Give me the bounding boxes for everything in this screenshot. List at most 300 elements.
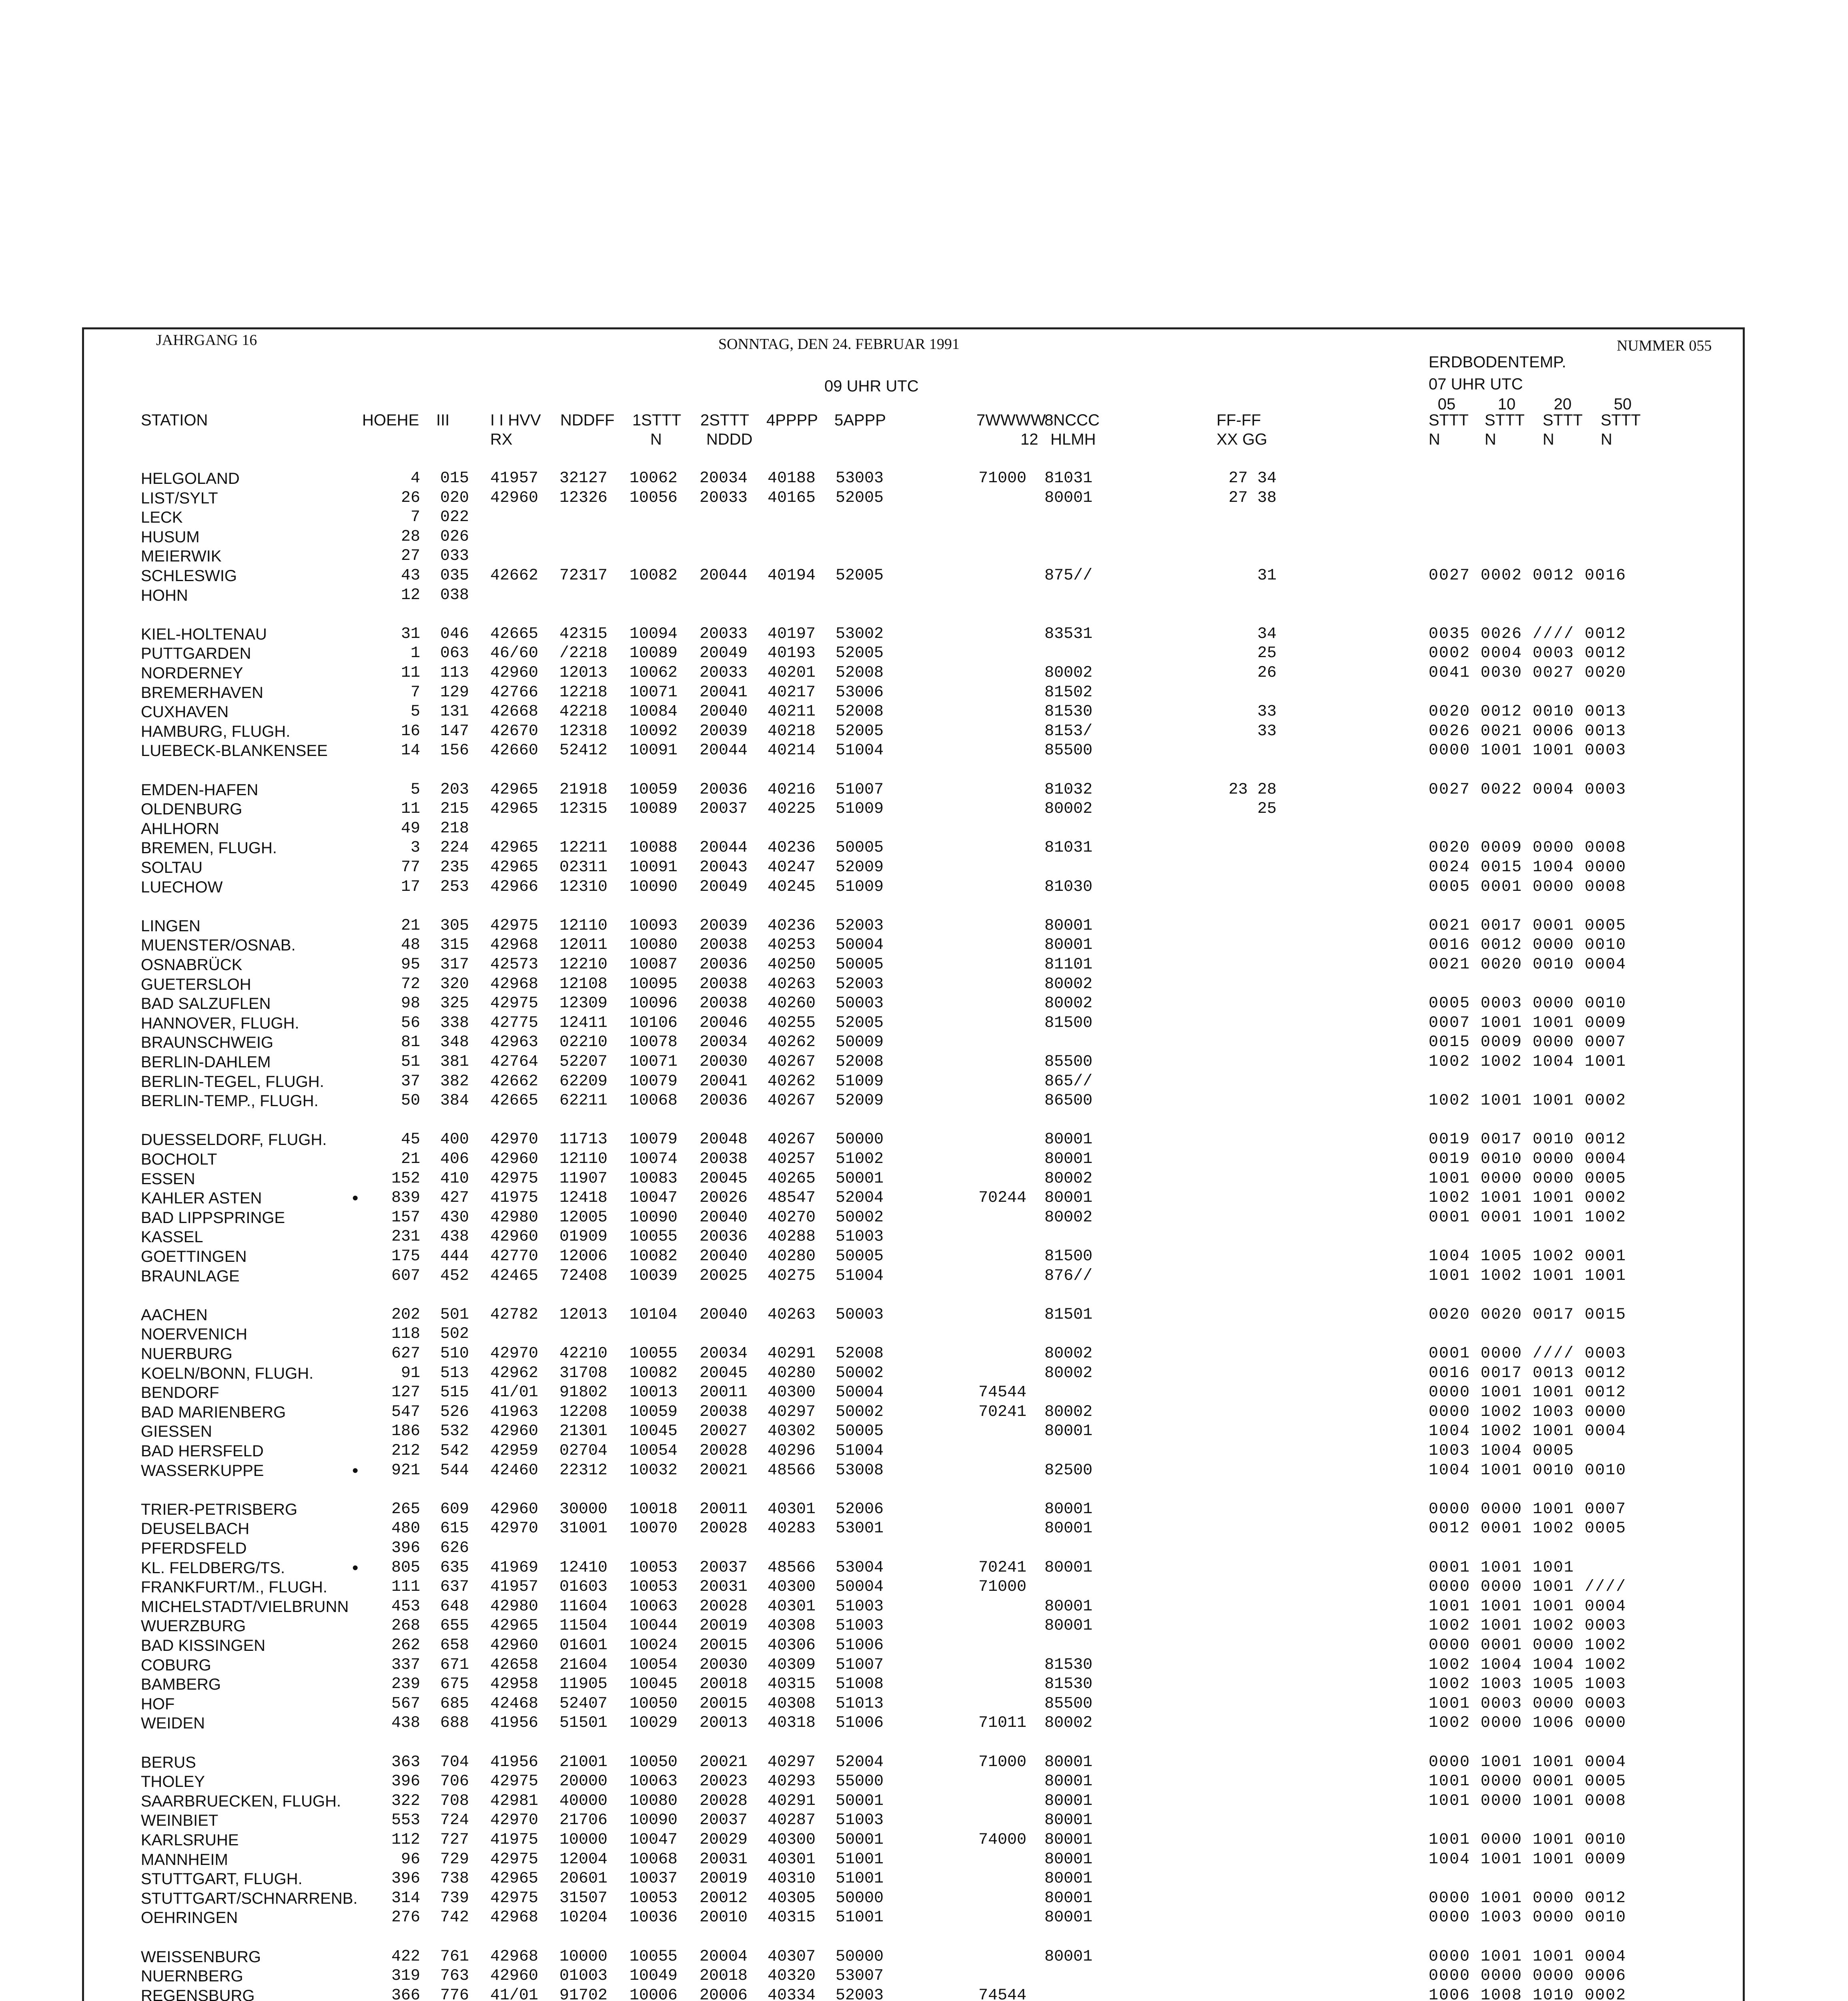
table-row <box>0 1947 1848 1967</box>
soil-temps: 1001 1002 1001 1001 <box>1429 1267 1627 1285</box>
soil-temps: 0020 0012 0010 0013 <box>1429 703 1627 721</box>
table-row <box>0 1033 1848 1052</box>
cloud-group: 81530 <box>1044 1656 1093 1674</box>
station-height: 607 <box>391 1267 420 1285</box>
station-height: 202 <box>391 1306 420 1324</box>
synop-group: 42965 <box>490 839 539 857</box>
soil-temps: 0021 0020 0010 0004 <box>1429 956 1627 974</box>
station-name: BERLIN-TEGEL, FLUGH. <box>141 1073 324 1091</box>
station-height: 49 <box>401 820 420 838</box>
synop-group: 20038 <box>700 1150 748 1168</box>
table-row <box>0 1442 1848 1461</box>
synop-group: 10054 <box>629 1442 678 1460</box>
synop-group: 41956 <box>490 1714 539 1732</box>
synop-group: 10063 <box>629 1598 678 1616</box>
table-row <box>0 644 1848 663</box>
weather-group: 70244 <box>978 1189 1027 1207</box>
synop-group: 42975 <box>490 1772 539 1790</box>
soil-temps: 0020 0009 0000 0008 <box>1429 839 1627 857</box>
station-name: DUESSELDORF, FLUGH. <box>141 1131 327 1149</box>
station-height: 921 <box>391 1462 420 1480</box>
synop-group: 10089 <box>629 644 678 662</box>
col-2sttt: 2STTT <box>700 411 750 429</box>
station-name: HOHN <box>141 587 188 604</box>
soil-temps: 0000 0000 1001 0007 <box>1429 1500 1627 1518</box>
cloud-group: 80001 <box>1044 1870 1093 1888</box>
table-row <box>0 1908 1848 1927</box>
synop-group: 51001 <box>836 1909 884 1927</box>
synop-group: 51001 <box>836 1851 884 1869</box>
synop-group: 41957 <box>490 469 539 487</box>
synop-group: 40201 <box>768 664 816 682</box>
synop-group: 10018 <box>629 1500 678 1518</box>
cloud-group: 80002 <box>1044 1345 1093 1363</box>
synop-group: 42965 <box>490 1870 539 1888</box>
synop-group: 50005 <box>836 839 884 857</box>
synop-group: 20036 <box>700 781 748 799</box>
synop-group: 20011 <box>700 1500 748 1518</box>
soil-temps: 0027 0002 0012 0016 <box>1429 567 1627 585</box>
station-name: SCHLESWIG <box>141 567 237 585</box>
station-name: ESSEN <box>141 1170 195 1188</box>
soil-depth-50: 50 <box>1613 395 1632 413</box>
station-name: GIESSEN <box>141 1423 212 1440</box>
synop-group: 20039 <box>700 722 748 740</box>
synop-group: 42658 <box>490 1656 539 1674</box>
table-row <box>0 1889 1848 1908</box>
synop-group: 51007 <box>836 781 884 799</box>
synop-group: 52003 <box>836 975 884 993</box>
synop-group: 42764 <box>490 1053 539 1071</box>
station-height: 319 <box>391 1967 420 1985</box>
col-7wwww: 7WWWW <box>976 411 1046 429</box>
station-name: HAMBURG, FLUGH. <box>141 723 291 740</box>
station-height: 422 <box>391 1948 420 1966</box>
cloud-group: 81500 <box>1044 1247 1093 1265</box>
synop-group: 50000 <box>836 1948 884 1966</box>
soil-temps: 0016 0012 0000 0010 <box>1429 936 1627 954</box>
synop-group: 20044 <box>700 839 748 857</box>
station-height: 111 <box>391 1578 420 1596</box>
table-row <box>0 1403 1848 1422</box>
station-index: 675 <box>440 1675 469 1693</box>
table-row <box>0 1053 1848 1072</box>
synop-group: 20031 <box>700 1578 748 1596</box>
synop-group: 10062 <box>629 664 678 682</box>
synop-group: 42960 <box>490 1422 539 1440</box>
station-height: 4 <box>410 469 420 487</box>
station-height: 118 <box>391 1325 420 1343</box>
synop-group: 40301 <box>768 1500 816 1518</box>
cloud-group: 80001 <box>1044 1909 1093 1927</box>
table-row <box>0 1305 1848 1325</box>
synop-group: 50001 <box>836 1792 884 1810</box>
station-index: 626 <box>440 1539 469 1557</box>
synop-group: 50004 <box>836 1383 884 1402</box>
table-row <box>0 1558 1848 1578</box>
station-name: NOERVENICH <box>141 1325 247 1343</box>
synop-group: 40260 <box>768 994 816 1013</box>
synop-group: 42670 <box>490 722 539 740</box>
station-height: 27 <box>401 547 420 565</box>
soil-temps: 0000 1003 0000 0010 <box>1429 1909 1627 1927</box>
synop-group: 12005 <box>559 1209 608 1227</box>
table-row <box>0 1772 1848 1791</box>
synop-group: 41969 <box>490 1559 539 1577</box>
synop-group: 40306 <box>768 1636 816 1654</box>
station-name: TRIER-PETRISBERG <box>141 1501 298 1518</box>
station-index: 501 <box>440 1306 469 1324</box>
station-height: 31 <box>401 625 420 643</box>
synop-group: 10063 <box>629 1772 678 1790</box>
synop-group: 41/01 <box>490 1987 539 2001</box>
synop-group: 12004 <box>559 1851 608 1869</box>
station-name: AHLHORN <box>141 820 219 838</box>
synop-group: 20046 <box>700 1014 748 1032</box>
synop-group: 20028 <box>700 1520 748 1538</box>
station-height: 51 <box>401 1053 420 1071</box>
soil-temps: 1001 0000 1001 0010 <box>1429 1831 1627 1849</box>
synop-group: 40288 <box>768 1228 816 1246</box>
synop-group: 02704 <box>559 1442 608 1460</box>
synop-group: 52006 <box>836 1500 884 1518</box>
synop-group: 51013 <box>836 1695 884 1713</box>
synop-group: 10037 <box>629 1870 678 1888</box>
table-row <box>0 1831 1848 1850</box>
synop-group: 10094 <box>629 625 678 643</box>
station-height: 48 <box>401 936 420 954</box>
synop-group: 20041 <box>700 684 748 702</box>
station-name: GOETTINGEN <box>141 1248 247 1265</box>
col-iii: III <box>436 411 450 429</box>
synop-group: 40197 <box>768 625 816 643</box>
synop-group: 40300 <box>768 1578 816 1596</box>
synop-group: 42668 <box>490 703 539 721</box>
synop-group: 40291 <box>768 1345 816 1363</box>
synop-group: 51003 <box>836 1617 884 1635</box>
synop-group: 42965 <box>490 1617 539 1635</box>
weather-group: 71011 <box>978 1714 1027 1732</box>
mountain-station-marker: • <box>352 1558 359 1578</box>
synop-group: 20041 <box>700 1073 748 1091</box>
col-1sttt: 1STTT <box>632 411 681 429</box>
synop-group: 42662 <box>490 1073 539 1091</box>
synop-group: 20045 <box>700 1364 748 1382</box>
cloud-group: 80001 <box>1044 1598 1093 1616</box>
synop-group: 20044 <box>700 742 748 760</box>
synop-group: 10053 <box>629 1559 678 1577</box>
synop-group: 42970 <box>490 1811 539 1829</box>
cloud-group: 80001 <box>1044 1617 1093 1635</box>
station-height: 262 <box>391 1636 420 1654</box>
synop-group: 40214 <box>768 742 816 760</box>
synop-group: 40280 <box>768 1364 816 1382</box>
station-height: 72 <box>401 975 420 993</box>
synop-group: 40307 <box>768 1948 816 1966</box>
synop-group: 53004 <box>836 1559 884 1577</box>
soil-temps: 0021 0017 0001 0005 <box>1429 917 1627 935</box>
station-height: 12 <box>401 586 420 604</box>
synop-group: 10079 <box>629 1131 678 1149</box>
cloud-group: 80001 <box>1044 1131 1093 1149</box>
synop-group: 42460 <box>490 1462 539 1480</box>
synop-group: 41957 <box>490 1578 539 1596</box>
station-index: 542 <box>440 1442 469 1460</box>
station-height: 1 <box>410 644 420 662</box>
synop-group: 22312 <box>559 1462 608 1480</box>
synop-group: 51003 <box>836 1811 884 1829</box>
synop-group: /2218 <box>559 644 608 662</box>
synop-group: 52407 <box>559 1695 608 1713</box>
station-height: 231 <box>391 1228 420 1246</box>
station-height: 96 <box>401 1851 420 1869</box>
synop-group: 50002 <box>836 1403 884 1421</box>
table-row <box>0 1850 1848 1869</box>
station-name: BERLIN-DAHLEM <box>141 1053 271 1071</box>
station-index: 156 <box>440 742 469 760</box>
mountain-station-marker: • <box>352 1461 359 1480</box>
synop-group: 53002 <box>836 625 884 643</box>
table-row <box>0 1967 1848 1986</box>
station-index: 038 <box>440 586 469 604</box>
soil-temps: 0019 0010 0000 0004 <box>1429 1150 1627 1168</box>
synop-group: 10045 <box>629 1675 678 1693</box>
soil-temps: 0020 0020 0017 0015 <box>1429 1306 1627 1324</box>
wind-gust: 34 <box>1257 625 1277 643</box>
synop-group: 20021 <box>700 1462 748 1480</box>
station-index: 637 <box>440 1578 469 1596</box>
station-index: 218 <box>440 820 469 838</box>
station-index: 305 <box>440 917 469 935</box>
weather-group: 74544 <box>978 1383 1027 1402</box>
synop-group: 40267 <box>768 1092 816 1110</box>
cloud-group: 80002 <box>1044 800 1093 818</box>
soil-temps: 1002 1003 1005 1003 <box>1429 1675 1627 1693</box>
wind-gust: 33 <box>1257 703 1277 721</box>
table-row <box>0 1014 1848 1033</box>
station-index: 776 <box>440 1987 469 2001</box>
synop-group: 20006 <box>700 1987 748 2001</box>
station-name: BAD HERSFELD <box>141 1442 264 1460</box>
col-8nccc: 8NCCC <box>1044 411 1100 429</box>
synop-group: 53006 <box>836 684 884 702</box>
synop-group: 42573 <box>490 956 539 974</box>
soil-depth-10: 10 <box>1497 395 1516 413</box>
synop-group: 10006 <box>629 1987 678 2001</box>
synop-group: 10091 <box>629 858 678 876</box>
synop-group: 40225 <box>768 800 816 818</box>
synop-group: 48566 <box>768 1559 816 1577</box>
soil-temps: 0012 0001 1002 0005 <box>1429 1520 1627 1538</box>
col-soil-05: STTT <box>1429 411 1469 429</box>
synop-group: 40267 <box>768 1131 816 1149</box>
synop-group: 51004 <box>836 1442 884 1460</box>
synop-group: 10029 <box>629 1714 678 1732</box>
cloud-group: 82500 <box>1044 1462 1093 1480</box>
synop-group: 40275 <box>768 1267 816 1285</box>
synop-group: 10000 <box>559 1831 608 1849</box>
synop-group: 10013 <box>629 1383 678 1402</box>
weather-group: 70241 <box>978 1403 1027 1421</box>
synop-group: 40257 <box>768 1150 816 1168</box>
station-name: KAHLER ASTEN <box>141 1189 262 1207</box>
synop-group: 10090 <box>629 1209 678 1227</box>
synop-group: 40270 <box>768 1209 816 1227</box>
cloud-group: 875// <box>1044 567 1093 585</box>
soil-temps: 0000 0000 0000 0006 <box>1429 1967 1627 1985</box>
col-soil-05-sub: N <box>1429 431 1440 448</box>
synop-group: 52207 <box>559 1053 608 1071</box>
table-row <box>0 1597 1848 1616</box>
table-row <box>0 1539 1848 1558</box>
synop-group: 42218 <box>559 703 608 721</box>
synop-group: 10044 <box>629 1617 678 1635</box>
synop-group: 50009 <box>836 1033 884 1051</box>
cloud-group: 80002 <box>1044 994 1093 1013</box>
cloud-group: 80002 <box>1044 1714 1093 1732</box>
station-height: 627 <box>391 1345 420 1363</box>
station-name: COBURG <box>141 1656 211 1674</box>
synop-group: 41963 <box>490 1403 539 1421</box>
station-name: BENDORF <box>141 1384 219 1402</box>
synop-group: 51003 <box>836 1598 884 1616</box>
station-height: 56 <box>401 1014 420 1032</box>
weather-group: 71000 <box>978 469 1027 487</box>
synop-group: 10080 <box>629 1792 678 1810</box>
synop-group: 40194 <box>768 567 816 585</box>
station-index: 430 <box>440 1209 469 1227</box>
cloud-group: 80002 <box>1044 1209 1093 1227</box>
station-name: SOLTAU <box>141 859 203 876</box>
synop-group: 62211 <box>559 1092 608 1110</box>
synop-group: 10089 <box>629 800 678 818</box>
synop-group: 10053 <box>629 1889 678 1907</box>
soil-temps: 0000 1001 0000 0012 <box>1429 1889 1627 1907</box>
synop-group: 91702 <box>559 1987 608 2001</box>
station-index: 320 <box>440 975 469 993</box>
synop-group: 40255 <box>768 1014 816 1032</box>
table-row <box>0 586 1848 605</box>
station-index: 510 <box>440 1345 469 1363</box>
synop-group: 20030 <box>700 1053 748 1071</box>
table-row <box>0 1519 1848 1538</box>
station-height: 396 <box>391 1772 420 1790</box>
synop-group: 42962 <box>490 1364 539 1382</box>
table-row <box>0 1500 1848 1519</box>
table-row <box>0 1247 1848 1266</box>
synop-group: 50002 <box>836 1209 884 1227</box>
cloud-group: 81500 <box>1044 1014 1093 1032</box>
synop-group: 50004 <box>836 1578 884 1596</box>
synop-group: 42960 <box>490 1150 539 1168</box>
station-height: 438 <box>391 1714 420 1732</box>
synop-group: 40265 <box>768 1170 816 1188</box>
station-index: 427 <box>440 1189 469 1207</box>
synop-group: 20040 <box>700 1247 748 1265</box>
synop-group: 52005 <box>836 1014 884 1032</box>
station-height: 127 <box>391 1383 420 1402</box>
synop-group: 41/01 <box>490 1383 539 1402</box>
station-index: 348 <box>440 1033 469 1051</box>
synop-group: 53007 <box>836 1967 884 1985</box>
synop-group: 40165 <box>768 489 816 507</box>
table-row <box>0 625 1848 644</box>
table-row <box>0 936 1848 955</box>
synop-group: 10070 <box>629 1520 678 1538</box>
synop-group: 42975 <box>490 1889 539 1907</box>
cloud-group: 80001 <box>1044 917 1093 935</box>
synop-group: 20033 <box>700 625 748 643</box>
station-index: 615 <box>440 1520 469 1538</box>
synop-group: 20027 <box>700 1422 748 1440</box>
soil-temps: 0000 0001 0000 1002 <box>1429 1636 1627 1654</box>
synop-group: 11713 <box>559 1131 608 1149</box>
synop-group: 50003 <box>836 994 884 1013</box>
volume-label: JAHRGANG 16 <box>156 332 257 349</box>
station-index: 438 <box>440 1228 469 1246</box>
synop-group: 20043 <box>700 858 748 876</box>
station-name: LECK <box>141 509 183 526</box>
synop-group: 50005 <box>836 1247 884 1265</box>
synop-group: 20037 <box>700 800 748 818</box>
station-height: 553 <box>391 1811 420 1829</box>
col-soil-10-sub: N <box>1485 431 1496 448</box>
station-height: 21 <box>401 1150 420 1168</box>
soil-temps: 0041 0030 0027 0020 <box>1429 664 1627 682</box>
table-row <box>0 469 1848 488</box>
synop-group: 10053 <box>629 1578 678 1596</box>
synop-group: 30000 <box>559 1500 608 1518</box>
synop-group: 42963 <box>490 1033 539 1051</box>
cloud-group: 81031 <box>1044 469 1093 487</box>
synop-group: 40315 <box>768 1909 816 1927</box>
synop-group: 20029 <box>700 1831 748 1849</box>
table-row <box>0 780 1848 800</box>
station-index: 742 <box>440 1909 469 1927</box>
soil-temps: 1001 0000 0000 0005 <box>1429 1170 1627 1188</box>
synop-group: 20038 <box>700 1403 748 1421</box>
table-row <box>0 1150 1848 1169</box>
synop-group: 72408 <box>559 1267 608 1285</box>
synop-group: 42970 <box>490 1345 539 1363</box>
station-height: 265 <box>391 1500 420 1518</box>
station-height: 17 <box>401 878 420 896</box>
station-index: 513 <box>440 1364 469 1382</box>
synop-group: 40318 <box>768 1714 816 1732</box>
station-height: 175 <box>391 1247 420 1265</box>
station-name: BERLIN-TEMP., FLUGH. <box>141 1092 319 1110</box>
synop-group: 42965 <box>490 781 539 799</box>
cloud-group: 80001 <box>1044 1948 1093 1966</box>
soil-temps: 0001 1001 1001 <box>1429 1559 1575 1577</box>
cloud-group: 80002 <box>1044 975 1093 993</box>
synop-group: 20049 <box>700 878 748 896</box>
synop-group: 01909 <box>559 1228 608 1246</box>
table-row <box>0 1461 1848 1480</box>
synop-group: 51009 <box>836 1073 884 1091</box>
station-height: 16 <box>401 722 420 740</box>
station-name: KASSEL <box>141 1228 203 1246</box>
synop-group: 12108 <box>559 975 608 993</box>
station-index: 635 <box>440 1559 469 1577</box>
station-height: 366 <box>391 1987 420 2001</box>
cloud-group: 80002 <box>1044 1170 1093 1188</box>
synop-group: 20000 <box>559 1772 608 1790</box>
synop-group: 40297 <box>768 1753 816 1771</box>
soil-temps: 0024 0015 1004 0000 <box>1429 858 1627 876</box>
cloud-group: 81030 <box>1044 878 1093 896</box>
cloud-group: 80001 <box>1044 489 1093 507</box>
